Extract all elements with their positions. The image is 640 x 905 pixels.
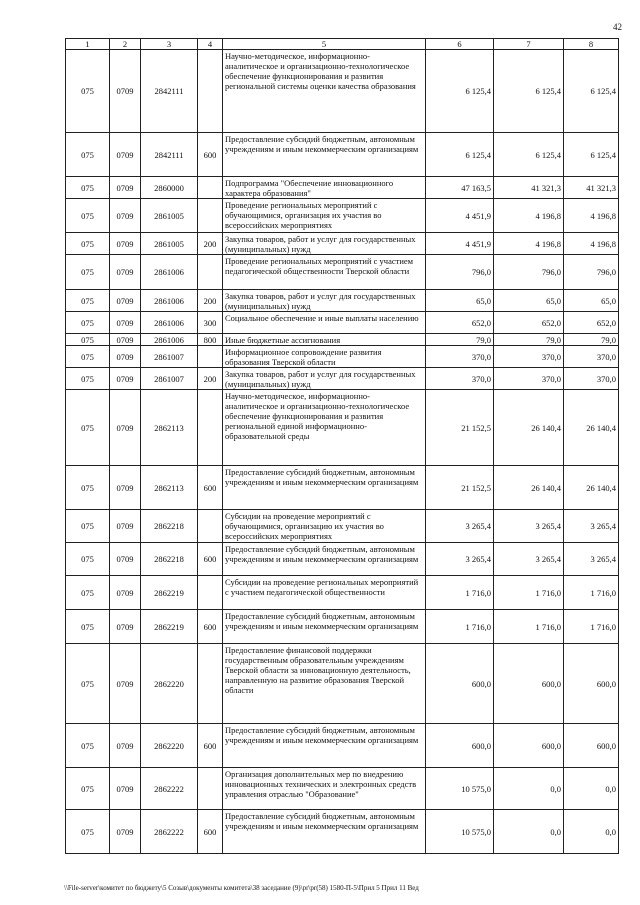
table-row [66,543,619,576]
section-code-cell: 0709 [110,368,141,390]
col-header-1: 1 [66,39,110,50]
value-col7-cell: 26 140,4 [494,390,564,466]
col-header-7: 7 [494,39,564,50]
value-col6-cell: 600,0 [426,724,494,768]
table-row [66,466,619,510]
admin-code-cell: 075 [66,610,110,644]
col-header-2: 2 [110,39,141,50]
col-header-5: 5 [223,39,426,50]
description-cell: Субсидии на проведение мероприятий с обучающимися, организацию их участия во всероссийских мероприятиях [223,510,426,543]
description-cell: Субсидии на проведение региональных мероприятий с участием педагогической общественности [223,576,426,610]
table-body [66,50,619,854]
table-row [66,255,619,290]
value-col6-cell: 1 716,0 [426,610,494,644]
admin-code-cell: 075 [66,312,110,334]
value-col6-cell: 6 125,4 [426,133,494,177]
value-col8-cell: 6 125,4 [564,50,619,133]
section-code-cell: 0709 [110,576,141,610]
value-col7-cell: 600,0 [494,644,564,724]
value-col8-cell: 0,0 [564,768,619,810]
admin-code-cell: 075 [66,233,110,255]
value-col7-cell: 26 140,4 [494,466,564,510]
expense-type-cell [198,50,223,133]
target-article-cell: 2862220 [141,644,198,724]
description-cell: Предоставление субсидий бюджетным, автономным учреждениям и иным некоммерческим организациям [223,133,426,177]
section-code-cell: 0709 [110,233,141,255]
admin-code-cell: 075 [66,290,110,312]
table-row [66,510,619,543]
expense-type-cell: 800 [198,334,223,346]
admin-code-cell: 075 [66,810,110,854]
section-code-cell: 0709 [110,199,141,233]
value-col6-cell: 47 163,5 [426,177,494,199]
admin-code-cell: 075 [66,334,110,346]
admin-code-cell: 075 [66,368,110,390]
value-col6-cell: 6 125,4 [426,50,494,133]
value-col7-cell: 79,0 [494,334,564,346]
expense-type-cell [198,390,223,466]
value-col8-cell: 1 716,0 [564,576,619,610]
expense-type-cell: 200 [198,290,223,312]
expense-type-cell: 600 [198,543,223,576]
value-col8-cell: 796,0 [564,255,619,290]
value-col8-cell: 0,0 [564,810,619,854]
table-row [66,133,619,177]
description-cell: Предоставление субсидий бюджетным, автономным учреждениям и иным некоммерческим организациям [223,724,426,768]
table-row [66,810,619,854]
value-col7-cell: 4 196,8 [494,199,564,233]
table-row [66,177,619,199]
admin-code-cell: 075 [66,644,110,724]
value-col6-cell: 65,0 [426,290,494,312]
description-cell: Иные бюджетные ассигнования [223,334,426,346]
section-code-cell: 0709 [110,312,141,334]
description-cell: Предоставление финансовой поддержки государственным образовательным учреждениям Тверской области за инновационную деятельность, направленную на развитие образования Тверской области [223,644,426,724]
table-row [66,312,619,334]
value-col7-cell: 600,0 [494,724,564,768]
target-article-cell: 2862218 [141,543,198,576]
section-code-cell: 0709 [110,724,141,768]
expense-type-cell: 600 [198,610,223,644]
section-code-cell: 0709 [110,810,141,854]
value-col8-cell: 41 321,3 [564,177,619,199]
value-col7-cell: 3 265,4 [494,510,564,543]
section-code-cell: 0709 [110,768,141,810]
section-code-cell: 0709 [110,177,141,199]
col-header-8: 8 [564,39,619,50]
value-col7-cell: 6 125,4 [494,133,564,177]
value-col6-cell: 10 575,0 [426,810,494,854]
description-cell: Предоставление субсидий бюджетным, автономным учреждениям и иным некоммерческим организациям [223,466,426,510]
target-article-cell: 2862222 [141,810,198,854]
section-code-cell: 0709 [110,50,141,133]
admin-code-cell: 075 [66,466,110,510]
expense-type-cell [198,255,223,290]
value-col6-cell: 21 152,5 [426,390,494,466]
section-code-cell: 0709 [110,346,141,368]
target-article-cell: 2862219 [141,576,198,610]
description-cell: Подпрограмма "Обеспечение инновационного характера образования" [223,177,426,199]
page-number: 42 [613,22,622,32]
value-col8-cell: 26 140,4 [564,390,619,466]
description-cell: Закупка товаров, работ и услуг для государственных (муниципальных) нужд [223,233,426,255]
value-col7-cell: 1 716,0 [494,610,564,644]
expense-type-cell [198,768,223,810]
description-cell: Социальное обеспечение и иные выплаты населению [223,312,426,334]
description-cell: Предоставление субсидий бюджетным, автономным учреждениям и иным некоммерческим организациям [223,543,426,576]
section-code-cell: 0709 [110,644,141,724]
value-col7-cell: 652,0 [494,312,564,334]
expense-type-cell: 200 [198,233,223,255]
table-row [66,390,619,466]
section-code-cell: 0709 [110,466,141,510]
section-code-cell: 0709 [110,290,141,312]
section-code-cell: 0709 [110,255,141,290]
col-header-6: 6 [426,39,494,50]
value-col6-cell: 4 451,9 [426,199,494,233]
section-code-cell: 0709 [110,133,141,177]
table-row [66,50,619,133]
value-col6-cell: 10 575,0 [426,768,494,810]
value-col8-cell: 1 716,0 [564,610,619,644]
description-cell: Проведение региональных мероприятий с обучающимися, организация их участия во всероссийских мероприятиях [223,199,426,233]
target-article-cell: 2842111 [141,133,198,177]
expense-type-cell: 200 [198,368,223,390]
value-col8-cell: 26 140,4 [564,466,619,510]
admin-code-cell: 075 [66,50,110,133]
table-row [66,368,619,390]
target-article-cell: 2862113 [141,466,198,510]
value-col8-cell: 6 125,4 [564,133,619,177]
description-cell: Проведение региональных мероприятий с участием педагогической общественности Тверской области [223,255,426,290]
file-path-footer: \\File-server\комитет по бюджету\5 Созыв\документы комитета\38 заседание (9)\pr\pr(58) 1580-П-5\Прил 5 Прил 11 Вед [64,884,419,892]
value-col8-cell: 600,0 [564,644,619,724]
expense-type-cell: 600 [198,466,223,510]
description-cell: Закупка товаров, работ и услуг для государственных (муниципальных) нужд [223,368,426,390]
admin-code-cell: 075 [66,133,110,177]
table-row [66,768,619,810]
header-row [66,39,619,50]
target-article-cell: 2860000 [141,177,198,199]
expense-type-cell [198,199,223,233]
target-article-cell: 2861007 [141,346,198,368]
admin-code-cell: 075 [66,255,110,290]
value-col6-cell: 3 265,4 [426,543,494,576]
target-article-cell: 2861006 [141,334,198,346]
table-row [66,610,619,644]
value-col8-cell: 370,0 [564,368,619,390]
budget-table [65,38,619,854]
value-col7-cell: 4 196,8 [494,233,564,255]
admin-code-cell: 075 [66,177,110,199]
admin-code-cell: 075 [66,724,110,768]
admin-code-cell: 075 [66,390,110,466]
value-col7-cell: 65,0 [494,290,564,312]
expense-type-cell [198,644,223,724]
value-col8-cell: 3 265,4 [564,510,619,543]
value-col6-cell: 370,0 [426,368,494,390]
admin-code-cell: 075 [66,768,110,810]
target-article-cell: 2861007 [141,368,198,390]
section-code-cell: 0709 [110,610,141,644]
target-article-cell: 2862218 [141,510,198,543]
target-article-cell: 2862113 [141,390,198,466]
value-col7-cell: 370,0 [494,346,564,368]
expense-type-cell [198,510,223,543]
table-row [66,576,619,610]
value-col6-cell: 1 716,0 [426,576,494,610]
table-row [66,724,619,768]
table-row [66,644,619,724]
value-col8-cell: 4 196,8 [564,233,619,255]
value-col8-cell: 65,0 [564,290,619,312]
section-code-cell: 0709 [110,390,141,466]
section-code-cell: 0709 [110,510,141,543]
col-header-3: 3 [141,39,198,50]
expense-type-cell [198,576,223,610]
value-col7-cell: 41 321,3 [494,177,564,199]
value-col6-cell: 3 265,4 [426,510,494,543]
expense-type-cell [198,177,223,199]
value-col8-cell: 4 196,8 [564,199,619,233]
value-col7-cell: 1 716,0 [494,576,564,610]
value-col6-cell: 370,0 [426,346,494,368]
description-cell: Предоставление субсидий бюджетным, автономным учреждениям и иным некоммерческим организациям [223,810,426,854]
value-col7-cell: 6 125,4 [494,50,564,133]
description-cell: Научно-методическое, информационно-аналитическое и организационно-технологическое обеспечение функционирования и развития региональной системы оценки качества образования [223,50,426,133]
section-code-cell: 0709 [110,334,141,346]
target-article-cell: 2861006 [141,290,198,312]
table-row [66,346,619,368]
value-col6-cell: 4 451,9 [426,233,494,255]
value-col6-cell: 652,0 [426,312,494,334]
description-cell: Научно-методическое, информационно-аналитическое и организационно-технологическое обеспечение функционирования и развития региональной единой информационно-образовательной среды [223,390,426,466]
target-article-cell: 2842111 [141,50,198,133]
value-col7-cell: 796,0 [494,255,564,290]
col-header-4: 4 [198,39,223,50]
target-article-cell: 2861005 [141,199,198,233]
value-col6-cell: 79,0 [426,334,494,346]
expense-type-cell: 600 [198,810,223,854]
value-col6-cell: 796,0 [426,255,494,290]
value-col7-cell: 370,0 [494,368,564,390]
value-col7-cell: 0,0 [494,810,564,854]
table-row [66,199,619,233]
expense-type-cell: 600 [198,724,223,768]
admin-code-cell: 075 [66,510,110,543]
target-article-cell: 2862220 [141,724,198,768]
target-article-cell: 2861005 [141,233,198,255]
section-code-cell: 0709 [110,543,141,576]
expense-type-cell: 300 [198,312,223,334]
value-col7-cell: 0,0 [494,768,564,810]
value-col6-cell: 21 152,5 [426,466,494,510]
target-article-cell: 2862219 [141,610,198,644]
target-article-cell: 2861006 [141,255,198,290]
value-col8-cell: 600,0 [564,724,619,768]
description-cell: Закупка товаров, работ и услуг для государственных (муниципальных) нужд [223,290,426,312]
target-article-cell: 2862222 [141,768,198,810]
expense-type-cell [198,346,223,368]
description-cell: Информационное сопровождение развития образования Тверской области [223,346,426,368]
value-col7-cell: 3 265,4 [494,543,564,576]
value-col8-cell: 370,0 [564,346,619,368]
admin-code-cell: 075 [66,576,110,610]
admin-code-cell: 075 [66,543,110,576]
value-col8-cell: 79,0 [564,334,619,346]
value-col8-cell: 3 265,4 [564,543,619,576]
table-row [66,233,619,255]
description-cell: Организация дополнительных мер по внедрению инновационных технических и электронных средств управления отраслью "Образование" [223,768,426,810]
description-cell: Предоставление субсидий бюджетным, автономным учреждениям и иным некоммерческим организациям [223,610,426,644]
target-article-cell: 2861006 [141,312,198,334]
table-row [66,290,619,312]
admin-code-cell: 075 [66,199,110,233]
value-col8-cell: 652,0 [564,312,619,334]
admin-code-cell: 075 [66,346,110,368]
table-row [66,334,619,346]
value-col6-cell: 600,0 [426,644,494,724]
expense-type-cell: 600 [198,133,223,177]
